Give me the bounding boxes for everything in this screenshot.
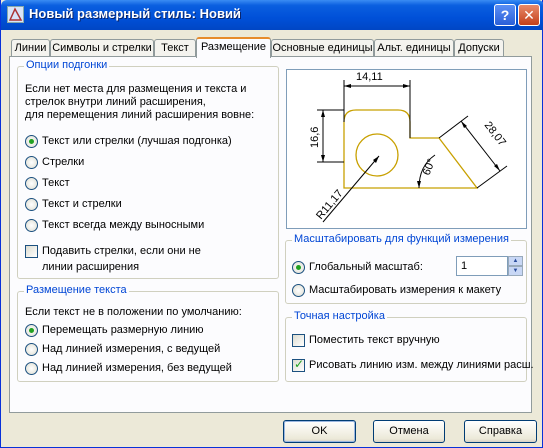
placement-label-move-line: Перемещать размерную линию <box>42 324 204 336</box>
fit-radio-best[interactable] <box>25 135 38 148</box>
placement-radio-move-line[interactable] <box>25 324 38 337</box>
scale-to-layout-radio[interactable] <box>292 284 305 297</box>
dimension-preview-drawing <box>287 70 526 228</box>
fine-tuning-title: Точная настройка <box>294 310 385 322</box>
suppress-arrows-checkbox[interactable] <box>25 245 38 258</box>
scale-title: Масштабировать для функций измерения <box>294 233 509 245</box>
title-bar[interactable] <box>1 0 543 30</box>
tab-alt-units[interactable]: Альт. единицы <box>374 39 454 57</box>
draw-dim-line-checkbox[interactable] <box>292 359 305 372</box>
fit-radio-text-arrows[interactable] <box>25 198 38 211</box>
tab-symbols-arrows[interactable]: Символы и стрелки <box>50 39 154 57</box>
cancel-button[interactable]: Отмена <box>373 420 445 443</box>
placement-radio-with-leader[interactable] <box>25 343 38 356</box>
part-hole <box>356 134 398 176</box>
close-button[interactable]: ✕ <box>518 4 540 26</box>
dim-angle-text: 60° <box>420 157 439 178</box>
fit-options-title: Опции подгонки <box>26 59 108 71</box>
dim-right-text: 28,07 <box>481 119 509 149</box>
text-placement-desc: Если текст не в положении по умолчанию: <box>25 306 242 318</box>
placement-label-with-leader: Над линией измерения, с ведущей <box>42 343 221 355</box>
fit-desc-line1: Если нет места для размещения и текста и <box>25 83 247 95</box>
manual-text-checkbox[interactable] <box>292 334 305 347</box>
fit-desc-line3: для перемещения линий расширения вовне: <box>25 109 255 121</box>
tab-fit[interactable]: Размещение <box>196 37 271 58</box>
text-placement-title: Размещение текста <box>26 284 127 296</box>
fit-label-arrows: Стрелки <box>42 156 85 168</box>
spin-up-icon[interactable]: ▲ <box>508 256 523 266</box>
fit-label-best: Текст или стрелки (лучшая подгонка) <box>42 135 232 147</box>
fit-radio-text[interactable] <box>25 177 38 190</box>
fit-radio-always-between[interactable] <box>25 219 38 232</box>
placement-radio-without-leader[interactable] <box>25 362 38 375</box>
tab-text[interactable]: Текст <box>154 39 196 57</box>
window-title: Новый размерный стиль: Новий <box>29 6 241 21</box>
spin-down-icon[interactable]: ▼ <box>508 266 523 276</box>
drawing-icon <box>8 7 23 22</box>
help-title-button[interactable]: ? <box>494 4 516 26</box>
suppress-arrows-label-2: линии расширения <box>42 261 140 273</box>
ok-button[interactable]: OK <box>283 420 356 443</box>
fit-radio-arrows[interactable] <box>25 156 38 169</box>
fit-label-text-arrows: Текст и стрелки <box>42 198 122 210</box>
manual-text-label: Поместить текст вручную <box>309 334 440 346</box>
dim-left-text: 16,6 <box>309 126 321 148</box>
scale-to-layout-label: Масштабировать измерения к макету <box>309 284 502 296</box>
global-scale-label: Глобальный масштаб: <box>309 261 423 273</box>
app-icon <box>7 6 24 23</box>
fit-label-always-between: Текст всегда между выносными <box>42 219 205 231</box>
placement-label-without-leader: Над линией измерения, без ведущей <box>42 362 232 374</box>
dim-top-text: 14,11 <box>356 71 383 83</box>
help-button[interactable]: Справка <box>464 420 537 443</box>
tab-tolerances[interactable]: Допуски <box>454 39 504 57</box>
tab-primary-units[interactable]: Основные единицы <box>271 39 374 57</box>
fit-label-text: Текст <box>42 177 70 189</box>
tab-lines[interactable]: Линии <box>11 39 50 57</box>
fine-tuning-group <box>285 310 527 382</box>
fit-desc-line2: стрелок внутри линий расширения, <box>25 96 206 108</box>
global-scale-radio[interactable] <box>292 261 305 274</box>
preview-pane <box>286 69 527 229</box>
global-scale-input[interactable]: 1 <box>456 256 508 276</box>
draw-dim-line-label: Рисовать линию изм. между линиями расш. <box>309 359 534 371</box>
dim-radius-text: R11,17 <box>314 187 346 222</box>
global-scale-spinner[interactable] <box>508 256 523 276</box>
suppress-arrows-label-1: Подавить стрелки, если они не <box>42 245 201 257</box>
